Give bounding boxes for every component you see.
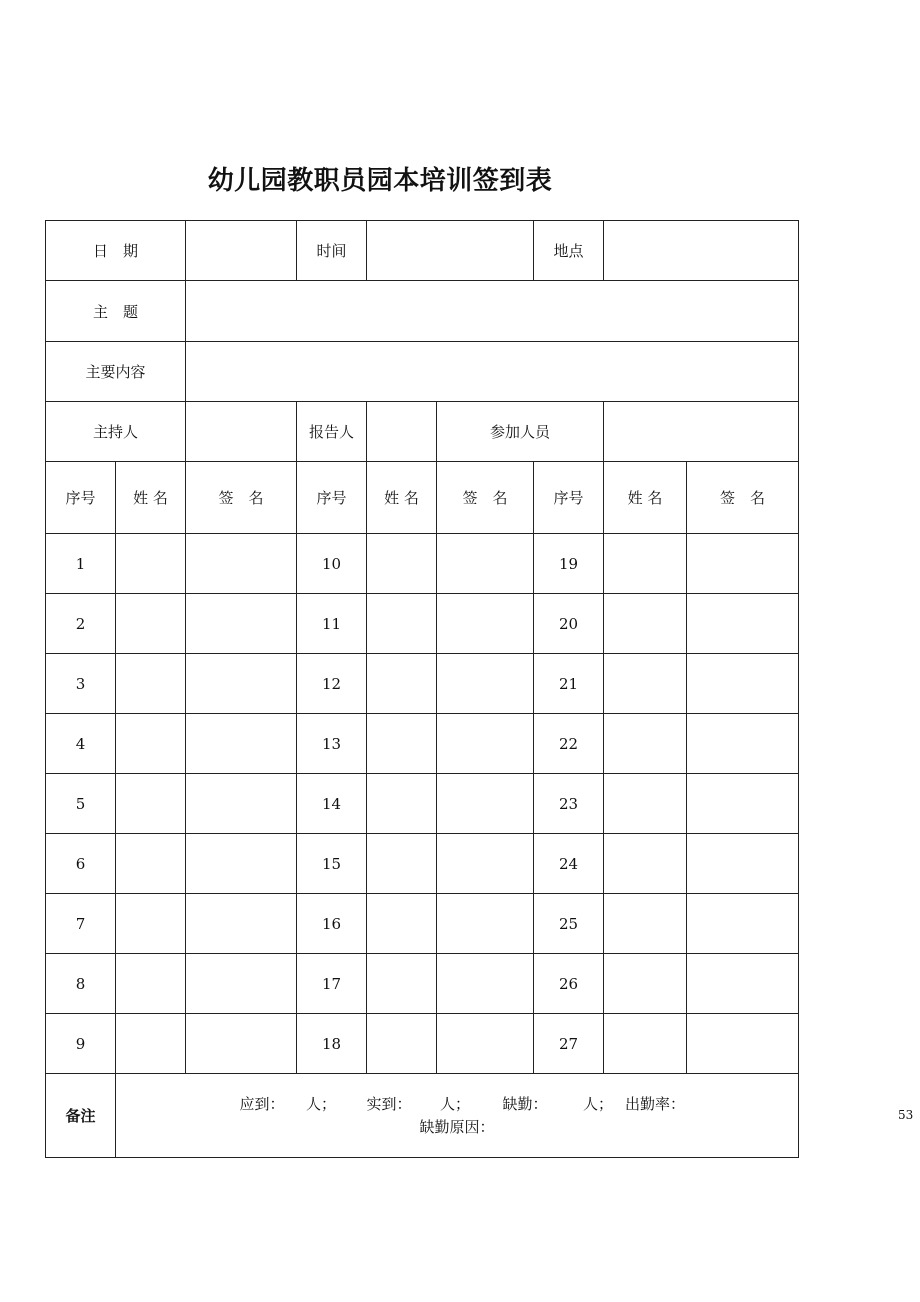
table-row <box>46 654 799 714</box>
seq-cell: 24 <box>534 834 604 894</box>
name-cell[interactable] <box>367 954 437 1014</box>
reason-line <box>116 1116 798 1139</box>
seq-cell: 5 <box>46 774 116 834</box>
topic-label: 主 题 <box>46 281 186 342</box>
seq-cell: 14 <box>297 774 367 834</box>
time-label: 时间 <box>297 221 367 281</box>
sign-cell[interactable] <box>687 714 799 774</box>
name-cell[interactable] <box>604 954 687 1014</box>
seq-cell: 7 <box>46 894 116 954</box>
col-name-1: 姓 名 <box>116 462 186 534</box>
expected-label: 应到： <box>239 1094 285 1113</box>
name-cell[interactable] <box>604 594 687 654</box>
sign-cell[interactable] <box>687 774 799 834</box>
sign-cell[interactable] <box>437 534 534 594</box>
sign-cell[interactable] <box>687 954 799 1014</box>
participants-label: 参加人员 <box>437 402 604 462</box>
name-cell[interactable] <box>604 774 687 834</box>
table-row <box>46 894 799 954</box>
sign-cell[interactable] <box>437 774 534 834</box>
seq-cell: 18 <box>297 1014 367 1074</box>
col-seq-3: 序号 <box>534 462 604 534</box>
name-cell[interactable] <box>367 834 437 894</box>
seq-cell: 20 <box>534 594 604 654</box>
person-unit-3: 人； <box>582 1094 613 1113</box>
person-unit-2: 人； <box>439 1094 470 1113</box>
table-row <box>46 774 799 834</box>
reason-label: 缺勤原因： <box>419 1117 495 1136</box>
name-cell[interactable] <box>116 954 186 1014</box>
sign-cell[interactable] <box>437 594 534 654</box>
seq-cell: 25 <box>534 894 604 954</box>
page-number: 53 <box>898 1108 914 1122</box>
sign-cell[interactable] <box>186 1014 297 1074</box>
seq-cell: 16 <box>297 894 367 954</box>
sign-in-table <box>45 220 799 1158</box>
sign-cell[interactable] <box>186 834 297 894</box>
sign-cell[interactable] <box>437 834 534 894</box>
host-field[interactable] <box>186 402 297 462</box>
seq-cell: 27 <box>534 1014 604 1074</box>
name-cell[interactable] <box>604 534 687 594</box>
name-cell[interactable] <box>367 654 437 714</box>
notes-label: 备注 <box>46 1074 116 1158</box>
place-label: 地点 <box>534 221 604 281</box>
sign-cell[interactable] <box>687 834 799 894</box>
name-cell[interactable] <box>116 594 186 654</box>
name-cell[interactable] <box>367 774 437 834</box>
seq-cell: 13 <box>297 714 367 774</box>
sign-cell[interactable] <box>437 654 534 714</box>
absent-label: 缺勤： <box>502 1094 548 1113</box>
topic-field[interactable] <box>186 281 799 342</box>
name-cell[interactable] <box>367 894 437 954</box>
col-sign-2: 签 名 <box>437 462 534 534</box>
seq-cell: 21 <box>534 654 604 714</box>
page-title: 幼儿园教职员园本培训签到表 <box>207 166 553 196</box>
name-cell[interactable] <box>367 1014 437 1074</box>
seq-cell: 11 <box>297 594 367 654</box>
name-cell[interactable] <box>116 834 186 894</box>
sign-cell[interactable] <box>687 594 799 654</box>
seq-cell: 17 <box>297 954 367 1014</box>
content-field[interactable] <box>186 342 799 402</box>
participants-field[interactable] <box>604 402 799 462</box>
name-cell[interactable] <box>367 594 437 654</box>
sign-cell[interactable] <box>687 534 799 594</box>
sign-cell[interactable] <box>437 894 534 954</box>
seq-cell: 22 <box>534 714 604 774</box>
name-cell[interactable] <box>116 654 186 714</box>
name-cell[interactable] <box>116 894 186 954</box>
col-seq-2: 序号 <box>297 462 367 534</box>
sign-cell[interactable] <box>687 654 799 714</box>
col-name-3: 姓 名 <box>604 462 687 534</box>
name-cell[interactable] <box>116 774 186 834</box>
person-unit-1: 人； <box>305 1094 336 1113</box>
seq-cell: 12 <box>297 654 367 714</box>
name-cell[interactable] <box>116 1014 186 1074</box>
sign-cell[interactable] <box>186 774 297 834</box>
seq-cell: 3 <box>46 654 116 714</box>
name-cell[interactable] <box>367 714 437 774</box>
seq-cell: 8 <box>46 954 116 1014</box>
name-cell[interactable] <box>116 714 186 774</box>
attendance-line <box>116 1093 798 1116</box>
time-field[interactable] <box>367 221 534 281</box>
seq-cell: 9 <box>46 1014 116 1074</box>
table-row <box>46 1014 799 1074</box>
seq-cell: 4 <box>46 714 116 774</box>
name-cell[interactable] <box>604 834 687 894</box>
table-row <box>46 534 799 594</box>
sign-cell[interactable] <box>437 1014 534 1074</box>
actual-label: 实到： <box>366 1094 412 1113</box>
rate-label: 出勤率： <box>625 1094 686 1113</box>
sign-cell[interactable] <box>186 714 297 774</box>
sign-cell[interactable] <box>687 894 799 954</box>
seq-cell: 2 <box>46 594 116 654</box>
seq-cell: 1 <box>46 534 116 594</box>
date-field[interactable] <box>186 221 297 281</box>
name-cell[interactable] <box>604 654 687 714</box>
sign-cell[interactable] <box>186 534 297 594</box>
seq-cell: 19 <box>534 534 604 594</box>
name-cell[interactable] <box>116 534 186 594</box>
sign-cell[interactable] <box>186 894 297 954</box>
seq-cell: 15 <box>297 834 367 894</box>
name-cell[interactable] <box>604 714 687 774</box>
notes-body[interactable] <box>116 1074 799 1158</box>
host-label: 主持人 <box>46 402 186 462</box>
sign-cell[interactable] <box>186 594 297 654</box>
name-cell[interactable] <box>604 894 687 954</box>
col-name-2: 姓 名 <box>367 462 437 534</box>
place-field[interactable] <box>604 221 799 281</box>
table-row <box>46 954 799 1014</box>
content-label: 主要内容 <box>46 342 186 402</box>
col-sign-1: 签 名 <box>186 462 297 534</box>
name-cell[interactable] <box>367 534 437 594</box>
seq-cell: 23 <box>534 774 604 834</box>
table-row <box>46 714 799 774</box>
table-row <box>46 594 799 654</box>
name-cell[interactable] <box>604 1014 687 1074</box>
seq-cell: 6 <box>46 834 116 894</box>
sign-cell[interactable] <box>437 714 534 774</box>
seq-cell: 26 <box>534 954 604 1014</box>
sign-cell[interactable] <box>437 954 534 1014</box>
date-label: 日 期 <box>46 221 186 281</box>
sign-cell[interactable] <box>186 654 297 714</box>
table-row <box>46 834 799 894</box>
seq-cell: 10 <box>297 534 367 594</box>
sign-cell[interactable] <box>687 1014 799 1074</box>
reporter-label: 报告人 <box>297 402 367 462</box>
sign-cell[interactable] <box>186 954 297 1014</box>
reporter-field[interactable] <box>367 402 437 462</box>
col-seq-1: 序号 <box>46 462 116 534</box>
col-sign-3: 签 名 <box>687 462 799 534</box>
